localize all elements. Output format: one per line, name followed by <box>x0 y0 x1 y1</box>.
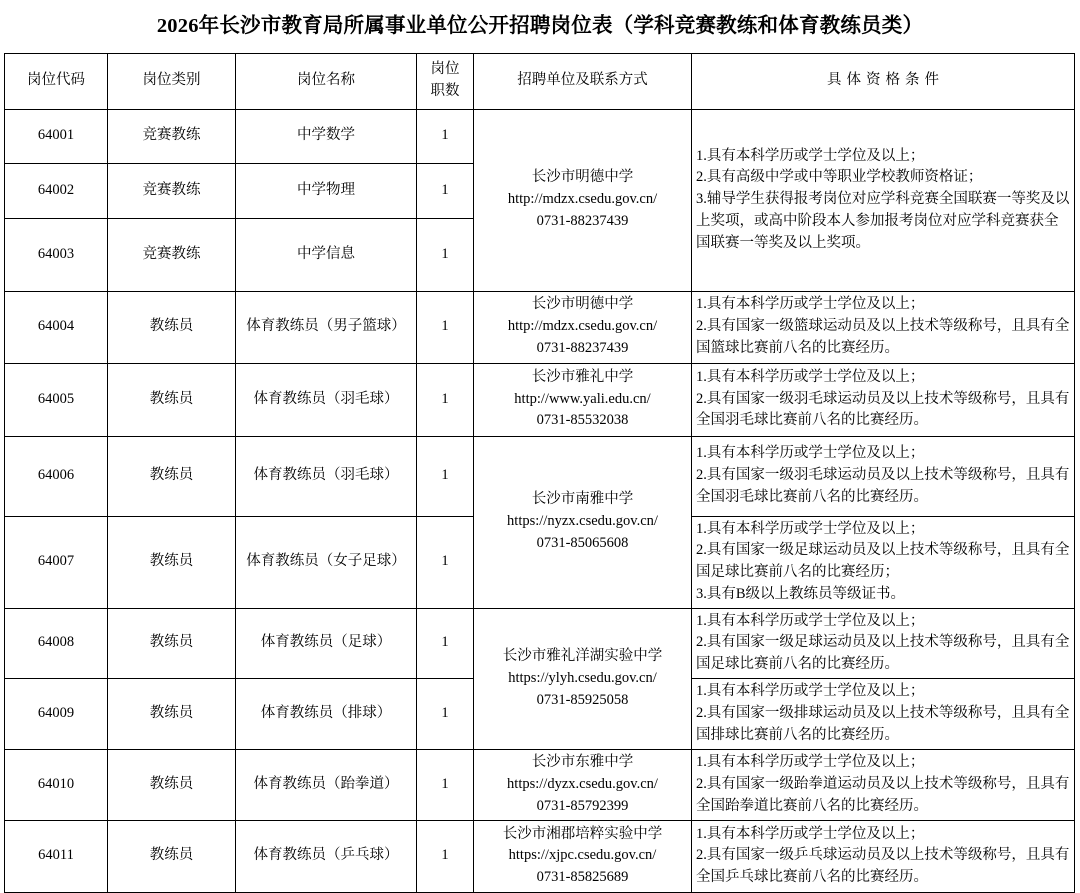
cell-job-code: 64010 <box>5 749 108 820</box>
unit-school: 长沙市明德中学 <box>531 169 634 186</box>
unit-url[interactable]: http://www.yali.edu.cn/ <box>514 390 651 407</box>
qualification-line: 2.具有高级中学或中等职业学校教师资格证； <box>696 169 983 186</box>
cell-job-name: 中学物理 <box>236 163 417 218</box>
cell-job-name: 体育教练员（羽毛球） <box>236 363 417 436</box>
cell-job-count: 1 <box>417 436 474 516</box>
cell-job-count: 1 <box>417 820 474 892</box>
table-row <box>5 820 1075 892</box>
column-header-count-line1: 岗位 <box>430 61 460 78</box>
qualification-line: 1.具有本科学历或学士学位及以上； <box>696 612 925 629</box>
cell-job-category: 教练员 <box>108 291 236 363</box>
unit-url[interactable]: http://mdzx.csedu.gov.cn/ <box>507 318 658 335</box>
cell-job-category: 竞赛教练 <box>108 218 236 291</box>
qualification-line: 1.具有本科学历或学士学位及以上； <box>696 754 925 771</box>
cell-job-code: 64011 <box>5 820 108 892</box>
column-header-qualification <box>692 53 1075 109</box>
cell-job-code: 64008 <box>5 608 108 678</box>
column-header-count-line2: 职数 <box>430 83 460 99</box>
qualification-line: 1.具有本科学历或学士学位及以上； <box>696 520 925 537</box>
cell-job-code: 64002 <box>5 163 108 218</box>
qualification-line: 1.具有本科学历或学士学位及以上； <box>696 147 925 164</box>
cell-qualification <box>692 363 1075 436</box>
qualification-line: 3.具有B级以上教练员等级证书。 <box>696 585 906 602</box>
cell-qualification <box>692 678 1075 749</box>
cell-recruiting-unit <box>474 363 692 436</box>
cell-qualification <box>692 820 1075 892</box>
cell-job-name: 体育教练员（跆拳道） <box>236 749 417 820</box>
table-body <box>5 109 1075 892</box>
header-row <box>5 53 1075 109</box>
unit-school: 长沙市湘郡培粹实验中学 <box>502 825 663 842</box>
cell-recruiting-unit <box>474 109 692 291</box>
cell-job-code: 64009 <box>5 678 108 749</box>
table-row <box>5 363 1075 436</box>
unit-tel: 0731-88237439 <box>536 212 629 229</box>
cell-job-code: 64006 <box>5 436 108 516</box>
cell-job-count: 1 <box>417 218 474 291</box>
qualification-line: 2.具有国家一级足球运动员及以上技术等级称号，且具有全国足球比赛前八名的比赛经历。 <box>696 634 1070 672</box>
cell-qualification <box>692 749 1075 820</box>
qualification-line: 1.具有本科学历或学士学位及以上； <box>696 296 925 313</box>
cell-job-category: 竞赛教练 <box>108 109 236 163</box>
qualification-line: 2.具有国家一级篮球运动员及以上技术等级称号，且具有全国篮球比赛前八名的比赛经历。 <box>696 318 1070 356</box>
cell-job-code: 64003 <box>5 218 108 291</box>
cell-recruiting-unit <box>474 749 692 820</box>
cell-recruiting-unit <box>474 436 692 608</box>
unit-url[interactable]: https://ylyh.csedu.gov.cn/ <box>508 669 657 686</box>
cell-job-code: 64004 <box>5 291 108 363</box>
unit-tel: 0731-85532038 <box>536 412 629 429</box>
qualification-line: 2.具有国家一级排球运动员及以上技术等级称号，且具有全国排球比赛前八名的比赛经历。 <box>696 704 1070 743</box>
cell-job-count: 1 <box>417 608 474 678</box>
cell-qualification <box>692 109 1075 291</box>
unit-school: 长沙市东雅中学 <box>531 754 634 771</box>
cell-job-name: 体育教练员（排球） <box>236 678 417 749</box>
table-row <box>5 436 1075 516</box>
unit-tel: 0731-85792399 <box>536 797 629 814</box>
cell-qualification <box>692 436 1075 516</box>
page-title: 2026年长沙市教育局所属事业单位公开招聘岗位表（学科竞赛教练和体育教练员类） <box>156 15 924 37</box>
unit-url[interactable]: http://mdzx.csedu.gov.cn/ <box>507 191 658 208</box>
table-row <box>5 291 1075 363</box>
cell-job-category: 竞赛教练 <box>108 163 236 218</box>
cell-job-count: 1 <box>417 291 474 363</box>
cell-qualification <box>692 608 1075 678</box>
qualification-line: 2.具有国家一级乒乓球运动员及以上技术等级称号，且具有全国乒乓球比赛前八名的比赛经历。 <box>696 847 1070 886</box>
qualification-line: 2.具有国家一级羽毛球运动员及以上技术等级称号，且具有全国羽毛球比赛前八名的比赛经历。 <box>696 467 1070 505</box>
cell-job-name: 中学数学 <box>236 109 417 163</box>
unit-url[interactable]: https://xjpc.csedu.gov.cn/ <box>508 847 657 864</box>
cell-job-category: 教练员 <box>108 516 236 608</box>
cell-job-category: 教练员 <box>108 608 236 678</box>
unit-tel: 0731-85065608 <box>536 534 629 551</box>
column-header-category: 岗位类别 <box>108 53 236 109</box>
table-row <box>5 749 1075 820</box>
table-header <box>5 53 1075 109</box>
cell-recruiting-unit <box>474 291 692 363</box>
qualification-line: 1.具有本科学历或学士学位及以上； <box>696 683 925 700</box>
unit-school: 长沙市雅礼中学 <box>531 368 634 385</box>
column-header-name: 岗位名称 <box>236 53 417 109</box>
cell-job-count: 1 <box>417 163 474 218</box>
qualification-line: 2.具有国家一级羽毛球运动员及以上技术等级称号，且具有全国羽毛球比赛前八名的比赛经历。 <box>696 390 1070 429</box>
cell-recruiting-unit <box>474 820 692 892</box>
unit-url[interactable]: https://dyzx.csedu.gov.cn/ <box>507 775 658 792</box>
job-listing-table <box>4 53 1075 893</box>
unit-tel: 0731-85925058 <box>536 691 629 708</box>
unit-school: 长沙市明德中学 <box>531 296 634 313</box>
cell-qualification <box>692 291 1075 363</box>
cell-job-count: 1 <box>417 109 474 163</box>
cell-job-count: 1 <box>417 678 474 749</box>
qualification-line: 1.具有本科学历或学士学位及以上； <box>696 825 925 842</box>
table-row <box>5 109 1075 163</box>
cell-job-count: 1 <box>417 363 474 436</box>
column-header-qualification-text: 具体资格条件 <box>827 72 944 89</box>
cell-job-name: 体育教练员（羽毛球） <box>236 436 417 516</box>
cell-job-code: 64005 <box>5 363 108 436</box>
unit-school: 长沙市南雅中学 <box>531 491 634 508</box>
cell-job-code: 64001 <box>5 109 108 163</box>
cell-job-category: 教练员 <box>108 820 236 892</box>
cell-job-category: 教练员 <box>108 749 236 820</box>
cell-job-category: 教练员 <box>108 678 236 749</box>
unit-school: 长沙市雅礼洋湖实验中学 <box>502 648 663 664</box>
unit-url[interactable]: https://nyzx.csedu.gov.cn/ <box>507 513 658 530</box>
cell-job-category: 教练员 <box>108 436 236 516</box>
cell-job-name: 体育教练员（乒乓球） <box>236 820 417 892</box>
cell-job-name: 体育教练员（足球） <box>236 608 417 678</box>
cell-job-count: 1 <box>417 749 474 820</box>
qualification-line: 1.具有本科学历或学士学位及以上； <box>696 368 925 385</box>
qualification-line: 3.辅导学生获得报考岗位对应学科竞赛全国联赛一等奖及以上奖项，或高中阶段本人参加报考岗位对应学科竞赛获全国联赛一等奖及以上奖项。 <box>696 191 1070 251</box>
cell-job-code: 64007 <box>5 516 108 608</box>
table-row <box>5 608 1075 678</box>
cell-job-name: 体育教练员（女子足球） <box>236 516 417 608</box>
cell-recruiting-unit <box>474 608 692 749</box>
cell-job-category: 教练员 <box>108 363 236 436</box>
cell-job-count: 1 <box>417 516 474 608</box>
unit-tel: 0731-88237439 <box>536 339 629 356</box>
cell-job-name: 中学信息 <box>236 218 417 291</box>
cell-job-name: 体育教练员（男子篮球） <box>236 291 417 363</box>
cell-qualification <box>692 516 1075 608</box>
column-header-count <box>417 53 474 109</box>
qualification-line: 1.具有本科学历或学士学位及以上； <box>696 445 925 462</box>
unit-tel: 0731-85825689 <box>536 869 629 886</box>
column-header-unit: 招聘单位及联系方式 <box>474 53 692 109</box>
column-header-code: 岗位代码 <box>5 53 108 109</box>
qualification-line: 2.具有国家一级足球运动员及以上技术等级称号，且具有全国足球比赛前八名的比赛经历； <box>696 542 1070 580</box>
qualification-line: 2.具有国家一级跆拳道运动员及以上技术等级称号，且具有全国跆拳道比赛前八名的比赛经历。 <box>696 775 1070 814</box>
